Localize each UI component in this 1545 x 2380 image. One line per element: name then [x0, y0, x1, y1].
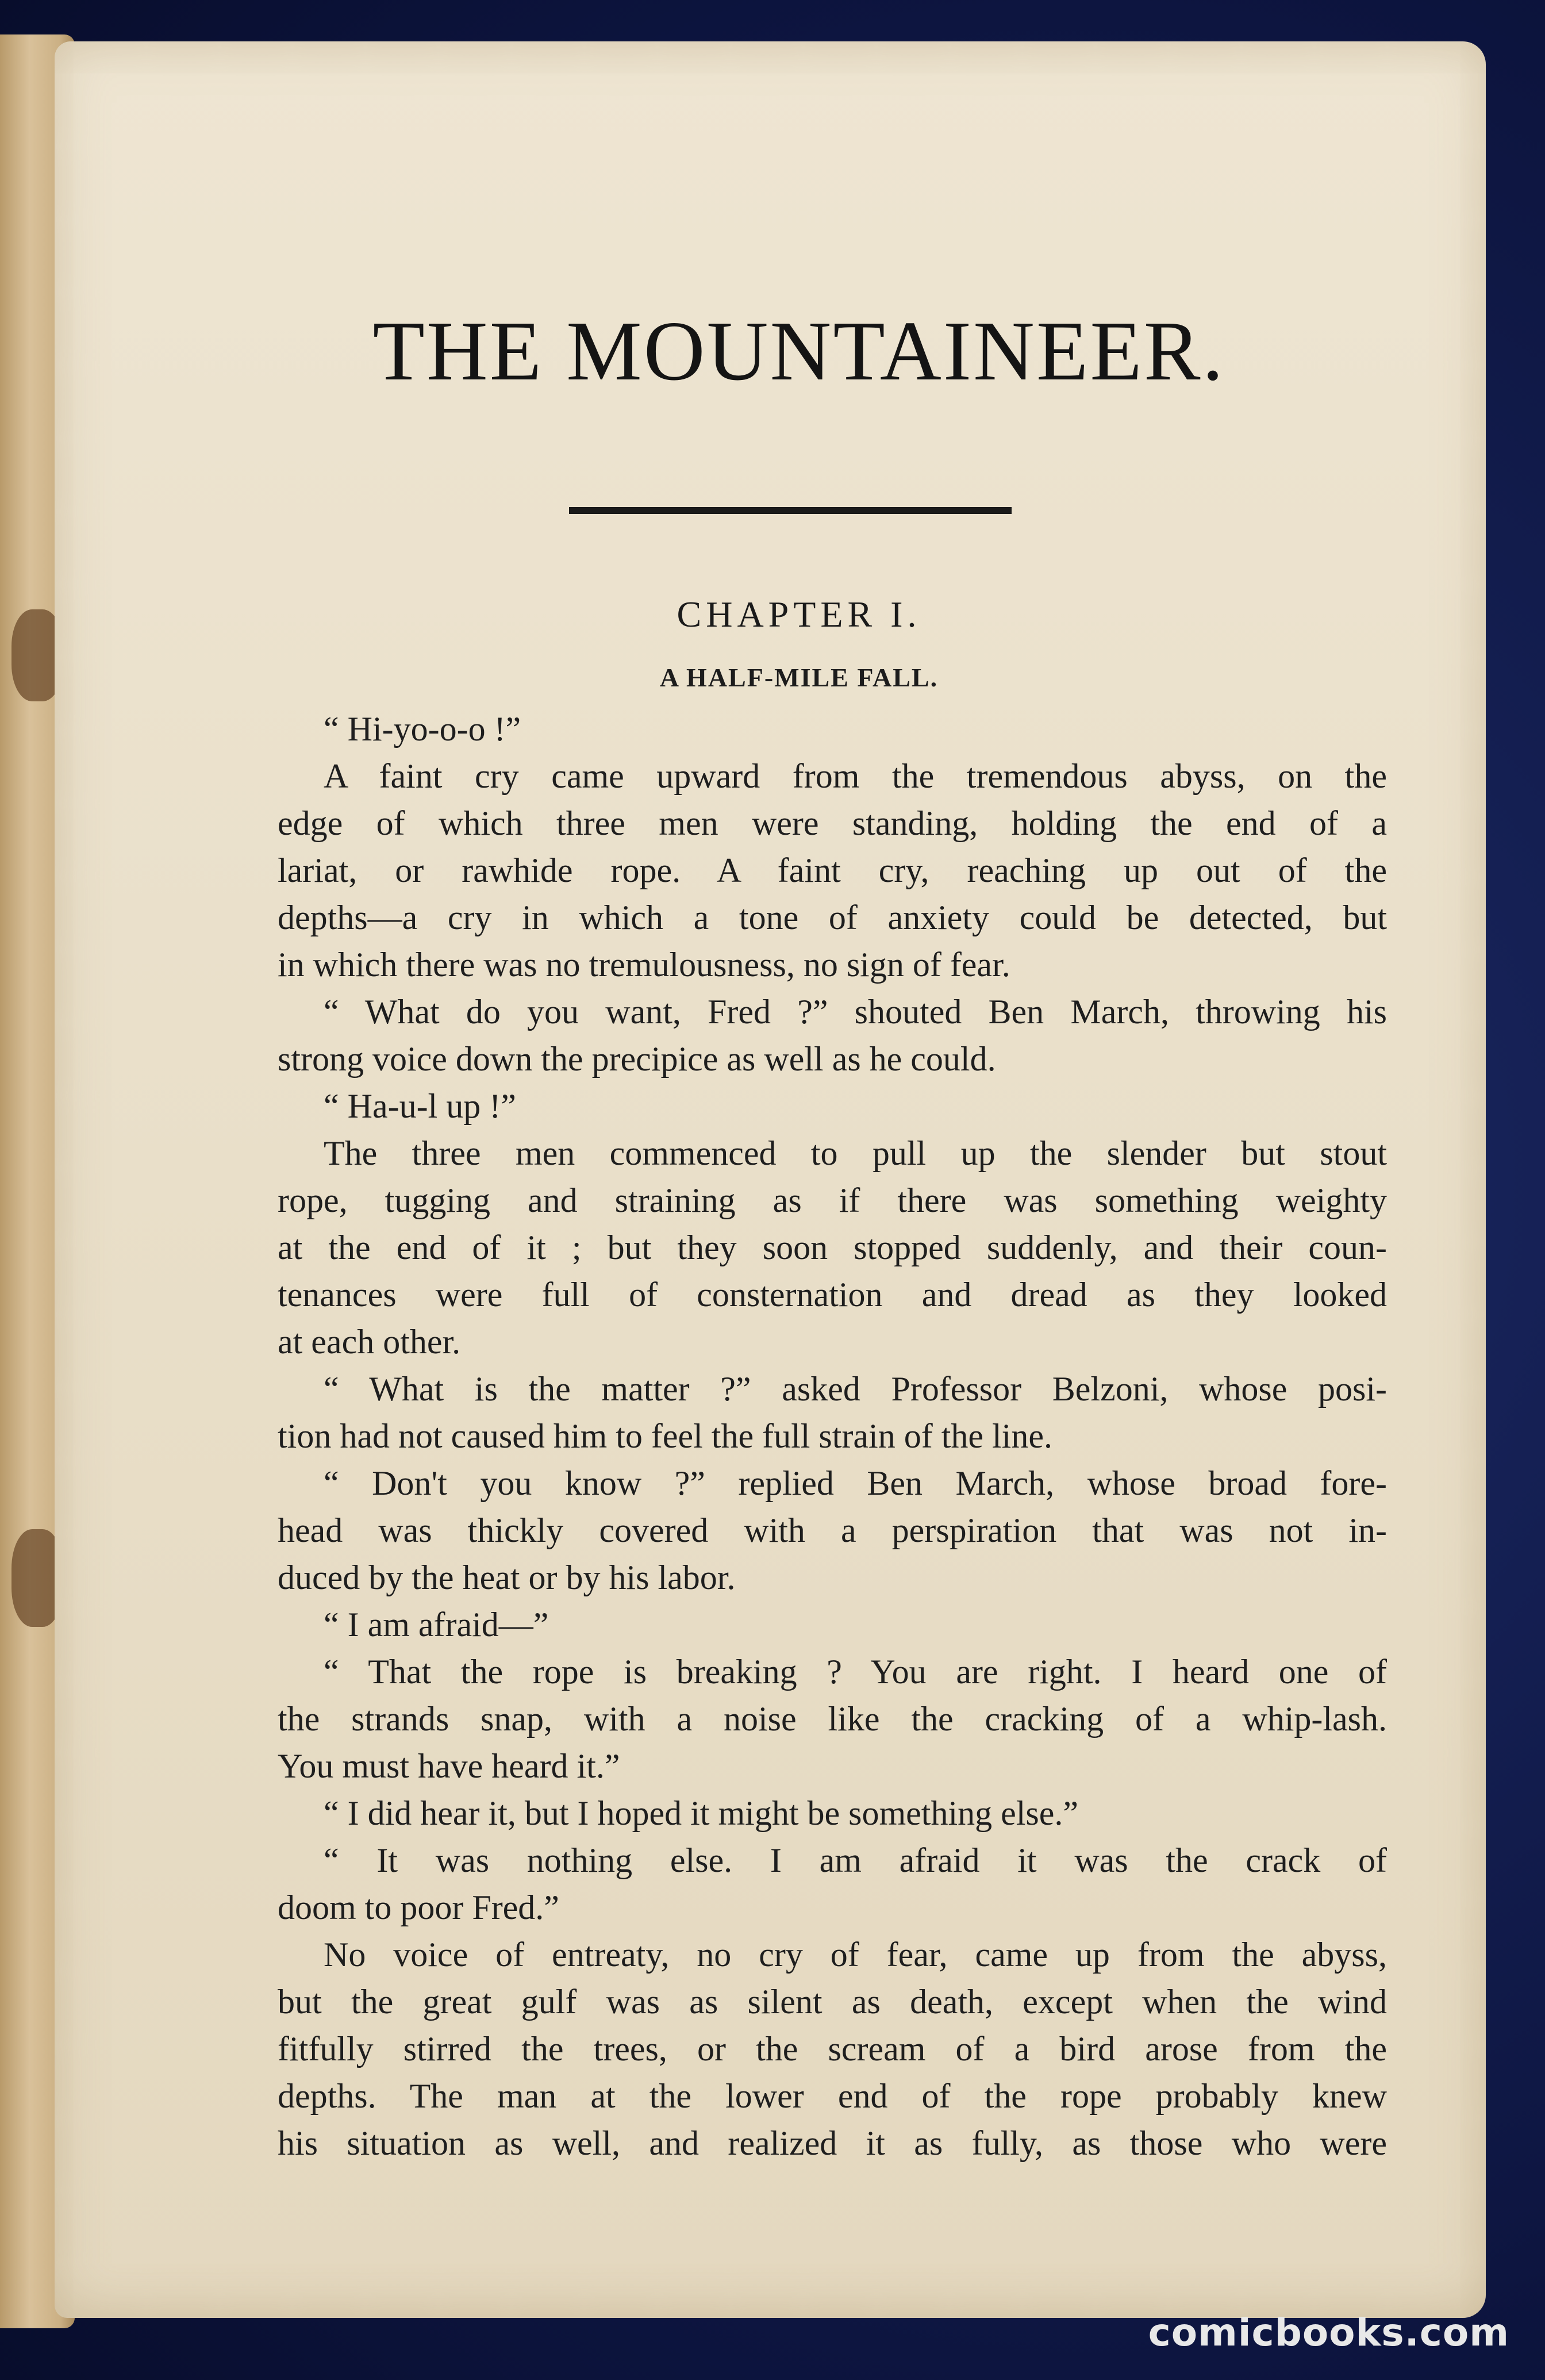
text-line: You must have heard it.” — [278, 1747, 620, 1785]
text-line: doom to poor Fred.” — [278, 1888, 559, 1926]
book-title: THE MOUNTAINEER. — [372, 304, 1225, 398]
text-line: lariat, or rawhide rope. A faint cry, reaching up out of the — [278, 851, 1387, 889]
text-line: but the great gulf was as silent as death, except when the wind — [278, 1983, 1387, 2021]
text-line: duced by the heat or by his labor. — [278, 1558, 736, 1596]
text-line: tion had not caused him to feel the full strain of the line. — [278, 1417, 1052, 1455]
text-line: head was thickly covered with a perspiration that was not in- — [278, 1511, 1387, 1549]
text-line: A faint cry came upward from the tremendous abyss, on the — [324, 757, 1387, 795]
text-line: “ That the rope is breaking ? You are right. I heard one of — [324, 1653, 1387, 1691]
text-line: depths—a cry in which a tone of anxiety could be detected, but — [278, 899, 1387, 936]
page-content — [210, 41, 1388, 2318]
chapter-subtitle: A HALF-MILE FALL. — [659, 663, 939, 692]
text-line: fitfully stirred the trees, or the scream of a bird arose from the — [278, 2030, 1387, 2068]
text-line: “ Don't you know ?” replied Ben March, whose broad fore- — [324, 1464, 1387, 1502]
text-line: “ I did hear it, but I hoped it might be something else.” — [324, 1794, 1079, 1832]
text-line: at each other. — [278, 1323, 461, 1361]
text-line: in which there was no tremulousness, no sign of fear. — [278, 946, 1010, 984]
watermark: comicbooks.com — [1148, 2310, 1509, 2355]
text-line: his situation as well, and realized it as fully, as those who were — [278, 2124, 1387, 2162]
text-line: edge of which three men were standing, holding the end of a — [278, 804, 1387, 842]
text-line: depths. The man at the lower end of the rope probably knew — [278, 2077, 1387, 2115]
text-line: “ Hi-yo-o-o !” — [324, 710, 521, 748]
text-line: No voice of entreaty, no cry of fear, came up from the abyss, — [324, 1936, 1387, 1974]
text-line: “ Ha-u-l up !” — [324, 1087, 516, 1125]
chapter-heading: CHAPTER I. — [677, 594, 921, 635]
title-rule — [569, 507, 1012, 514]
text-line: The three men commenced to pull up the slender but stout — [324, 1134, 1387, 1172]
text-line: tenances were full of consternation and dread as they looked — [278, 1276, 1387, 1314]
text-line: “ What do you want, Fred ?” shouted Ben March, throwing his — [324, 993, 1387, 1031]
book-page — [55, 41, 1486, 2318]
text-line: “ I am afraid—” — [324, 1606, 549, 1644]
text-line: strong voice down the precipice as well as he could. — [278, 1040, 996, 1078]
text-line: at the end of it ; but they soon stopped suddenly, and their coun- — [278, 1229, 1387, 1266]
text-line: “ It was nothing else. I am afraid it was the crack of — [324, 1841, 1387, 1879]
body-text — [278, 705, 1387, 2167]
text-line: the strands snap, with a noise like the cracking of a whip-lash. — [278, 1700, 1387, 1738]
text-line: “ What is the matter ?” asked Professor Belzoni, whose posi- — [324, 1370, 1387, 1408]
text-line: rope, tugging and straining as if there was something weighty — [278, 1181, 1387, 1219]
